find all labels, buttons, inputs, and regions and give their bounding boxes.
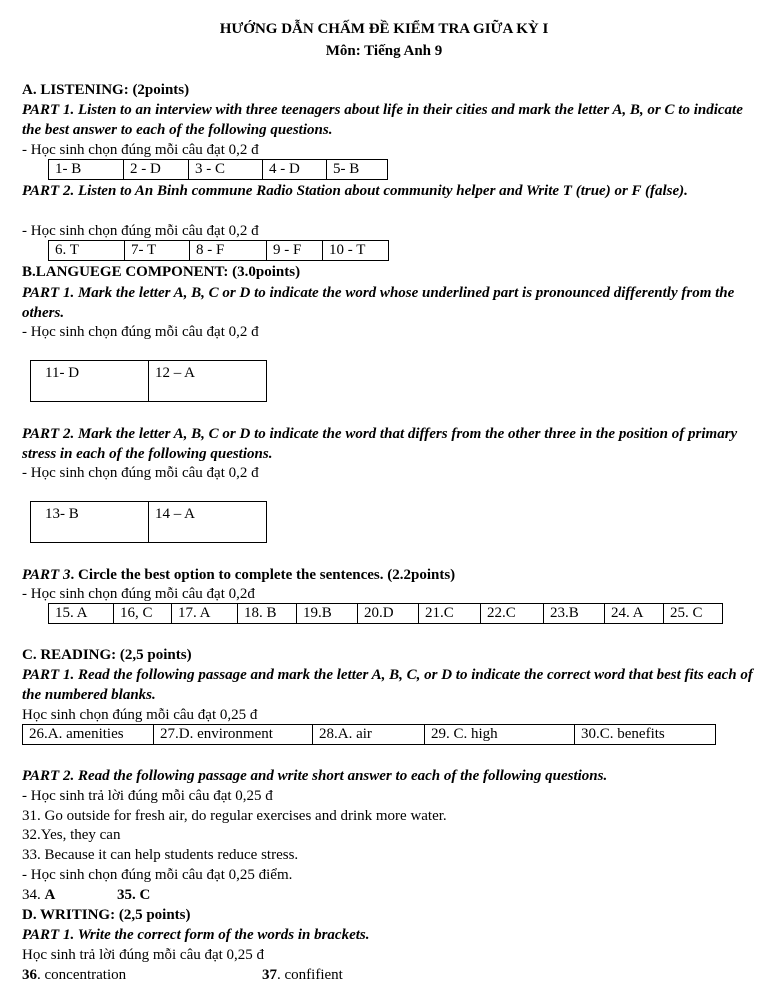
- section-b-part1-instruction: PART 1. Mark the letter A, B, C or D to indicate the word whose underlined part is pronounced differently from the others.: [22, 285, 735, 321]
- answer-cell: 21.C: [419, 604, 481, 624]
- answer-cell: 22.C: [481, 604, 544, 624]
- answer-line-36: [22, 965, 126, 985]
- answer-cell: 30.C. benefits: [575, 725, 716, 745]
- answer-cell: 24. A: [605, 604, 664, 624]
- section-a-part2-answer-table: [48, 240, 389, 261]
- section-a-heading: A. LISTENING: (2points): [22, 82, 190, 98]
- answer-cell: 7- T: [125, 241, 190, 261]
- part3-text: . Circle the best option to complete the sentences. (2.2points): [70, 567, 456, 583]
- section-d-part1-scoring: Học sinh trả lời đúng mỗi câu đạt 0,25 đ: [22, 947, 265, 963]
- answer-cell: 14 – A: [149, 502, 267, 543]
- q34-answer: A: [44, 887, 56, 903]
- q34-number: 34.: [22, 887, 45, 903]
- section-c-part2-scoring-2: - Học sinh chọn đúng mỗi câu đạt 0,25 điểm.: [22, 867, 293, 883]
- answer-cell: 18. B: [238, 604, 297, 624]
- section-b-part2-scoring: - Học sinh chọn đúng mỗi câu đạt 0,2 đ: [22, 465, 259, 481]
- section-c-part1-answer-table: [22, 724, 716, 745]
- answer-cell: 13- B: [31, 502, 149, 543]
- section-b-part1-answer-table: [30, 360, 267, 402]
- section-a-part2-instruction: PART 2. Listen to An Binh commune Radio Station about community helper and Write T (true) or F (false).: [22, 183, 688, 199]
- section-a-part2-scoring: - Học sinh chọn đúng mỗi câu đạt 0,2 đ: [22, 223, 259, 239]
- document-subtitle: Môn: Tiếng Anh 9: [325, 43, 443, 59]
- answer-cell: 6. T: [49, 241, 125, 261]
- answer-cell: 8 - F: [190, 241, 267, 261]
- answer-cell: 25. C: [664, 604, 723, 624]
- section-c-part2-instruction: PART 2. Read the following passage and write short answer to each of the following questions.: [22, 768, 608, 784]
- section-b-part3-instruction: [22, 565, 455, 585]
- section-b-part1-scoring: - Học sinh chọn đúng mỗi câu đạt 0,2 đ: [22, 324, 259, 340]
- section-b-heading: B.LANGUEGE COMPONENT: (3.0points): [22, 264, 301, 280]
- section-c-part1-scoring: Học sinh chọn đúng mỗi câu đạt 0,25 đ: [22, 707, 258, 723]
- answer-cell: 16, C: [114, 604, 172, 624]
- section-b-part2-answer-table: [30, 501, 267, 543]
- section-d-part1-instruction: PART 1. Write the correct form of the words in brackets.: [22, 927, 370, 943]
- answer-cell: 19.B: [297, 604, 358, 624]
- q36-text: . concentration: [37, 967, 127, 983]
- q37-text: . confifient: [277, 967, 343, 983]
- answer-cell: 17. A: [172, 604, 238, 624]
- answer-line-35: 35. C: [117, 887, 151, 903]
- answer-cell: 28.A. air: [313, 725, 425, 745]
- answer-cell: 5- B: [327, 160, 388, 180]
- answer-cell: 11- D: [31, 361, 149, 402]
- answer-cell: 9 - F: [267, 241, 323, 261]
- answer-line-37: [262, 965, 343, 985]
- section-b-part3-answer-table: [48, 603, 723, 624]
- answer-line-32: 32.Yes, they can: [22, 827, 121, 843]
- section-c-part2-scoring: - Học sinh trả lời đúng mỗi câu đạt 0,25 đ: [22, 788, 273, 804]
- section-b-part2-instruction: PART 2. Mark the letter A, B, C or D to indicate the word that differs from the other three in the position of primary stress in each of the following questions.: [22, 426, 738, 462]
- answer-cell: 1- B: [49, 160, 124, 180]
- answer-cell: 20.D: [358, 604, 419, 624]
- section-c-part1-instruction: PART 1. Read the following passage and mark the letter A, B, C, or D to indicate the correct word that best fits each of the numbered blanks.: [22, 667, 753, 703]
- answer-line-33: 33. Because it can help students reduce stress.: [22, 847, 299, 863]
- q36-number: 36: [22, 967, 37, 983]
- answer-cell: 15. A: [49, 604, 114, 624]
- section-b-part3-scoring: - Học sinh chọn đúng mỗi câu đạt 0,2đ: [22, 586, 255, 602]
- answer-cell: 23.B: [544, 604, 605, 624]
- answer-cell: 12 – A: [149, 361, 267, 402]
- answer-cell: 27.D. environment: [154, 725, 313, 745]
- answer-line-31: 31. Go outside for fresh air, do regular exercises and drink more water.: [22, 808, 447, 824]
- section-a-part1-instruction: PART 1. Listen to an interview with three teenagers about life in their cities and mark the letter A, B, or C to indicate the best answer to each of the following questions.: [22, 102, 743, 138]
- part3-label: PART 3: [22, 567, 71, 583]
- answer-cell: 2 - D: [124, 160, 189, 180]
- section-c-heading: C. READING: (2,5 points): [22, 647, 192, 663]
- answer-cell: 4 - D: [263, 160, 327, 180]
- document-title: HƯỚNG DẪN CHẤM ĐỀ KIỂM TRA GIỮA KỲ I: [219, 21, 549, 37]
- answer-cell: 3 - C: [189, 160, 263, 180]
- section-d-heading: D. WRITING: (2,5 points): [22, 907, 191, 923]
- section-a-part1-scoring: - Học sinh chọn đúng mỗi câu đạt 0,2 đ: [22, 142, 259, 158]
- answer-cell: 29. C. high: [425, 725, 575, 745]
- section-a-part1-answer-table: [48, 159, 388, 180]
- answer-cell: 10 - T: [323, 241, 389, 261]
- q37-number: 37: [262, 967, 277, 983]
- answer-cell: 26.A. amenities: [23, 725, 154, 745]
- answer-line-34: [22, 885, 55, 905]
